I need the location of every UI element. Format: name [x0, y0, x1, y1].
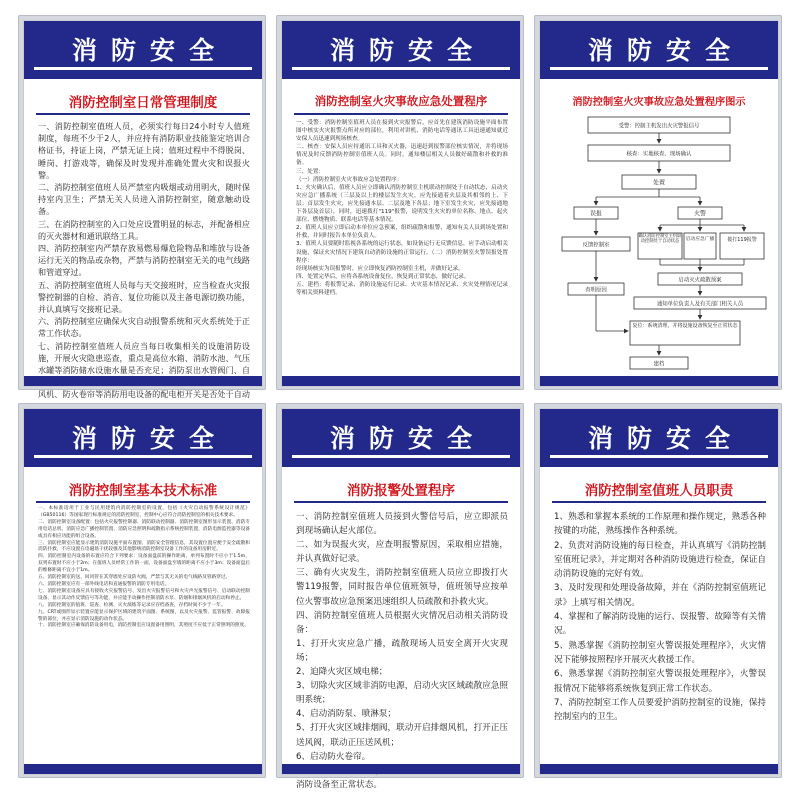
- banner-title: 消防安全: [587, 424, 744, 453]
- sign-paragraph: 六、消防控制室应有一部外线电话和直通报警的消防专用电话。: [38, 581, 170, 587]
- sign-panel: [281, 20, 521, 387]
- sign-paragraph: 4、启动消防泵、喷淋泵；: [296, 709, 396, 720]
- sign-paragraph: 2、迫降火灾区域电梯；: [296, 667, 388, 678]
- sign-title: 消防控制室日常管理制度: [68, 95, 218, 111]
- banner-underline: [34, 455, 252, 458]
- bottom-bar: [540, 764, 778, 774]
- sign-paragraph: 二、消防控制室设备配置：包括火灾报警控制器、消防联动控制器、消防控制室图形显示装置、消防专用电话总机、消防应急广播控制装置、消防应急照明和疏散指示系统控制装置、消防电源监控器等设备或具有相应功能的组合设备。: [38, 519, 250, 539]
- banner-title: 消防安全: [329, 424, 486, 453]
- banner-underline: [550, 455, 768, 458]
- title-rule: [36, 501, 250, 503]
- banner-underline: [292, 67, 510, 70]
- sign-title: 消防控制室火灾事故应急处置程序图示: [572, 97, 746, 108]
- flow-text-broadcast: 启动应急广播: [685, 237, 715, 242]
- sign-paragraph: 三、在消防控制室的入口处应设置明显的标志，并配备相应的灭火器材和通讯联络工具。: [38, 218, 250, 241]
- sign-paragraph: 三、消防控制室应能显示建筑消防设施平面布置图、消防安全管理信息，其设置位置应便于安全疏散和消防扑救，不应设置在电磁场干扰较强及其他影响消防控制室设备工作的设备用房附近。: [38, 540, 250, 553]
- flow-text-broadcast-wrap: [684, 237, 716, 259]
- sign-board-emergency-procedure: [276, 15, 524, 390]
- sign-paragraph: 五、消防控制室的送、回风管在其穿墙处应设防火阀，严禁与其无关的电气线路及管路穿过。: [38, 575, 231, 581]
- banner-title: 消防安全: [71, 36, 228, 65]
- sign-paragraph: 七、消防控制室值班人员应当每日收集相关的设施消防设施，开展火灾隐患巡查，重点是高位水箱、消防水池、气压水罐等消防储水设施水量是否充足；消防泵出水管阀门、自 风机、防火卷帘等消防用电设备的配电柜开关是否处于自动: [38, 340, 250, 400]
- sign-banner: [24, 21, 262, 79]
- bottom-bar: [540, 376, 778, 386]
- sign-paragraph: 4、掌握和了解消防设施的运行、误报警、故障等有关情况。: [554, 612, 766, 637]
- sign-paragraph: 九、CRT或图形显示装置应能显示保护区域的建筑平面图、系统图，以及火灾报警、监管报警、故障报警的部位，并应显示消防设施的动作状态。: [38, 609, 250, 622]
- sign-paragraph: 一、消防控制室值班人员，必须实行每日24小时专人值班制度，每班不少于2人，并应持有消防职业技能鉴定培训合格证书，持证上岗，严禁无证上岗；值班过程中不得脱岗、睡岗、打游戏等，确保及时发现并准确处置火灾和误报火警。: [38, 121, 250, 180]
- sign-paragraph: 四、消防控制室值班人员根据火灾情况启动相关消防设备：: [296, 610, 508, 635]
- banner-title: 消防安全: [71, 424, 228, 453]
- sign-title: 消防控制室基本技术标准: [68, 483, 218, 499]
- sign-title: 消防控制室值班人员职责: [584, 483, 734, 499]
- sign-banner: [540, 409, 778, 467]
- sign-paragraph: 六、消防控制室应确保火灾自动报警系统和灭火系统处于正常工作状态。: [38, 316, 250, 339]
- sign-paragraph: 6、熟悉掌握《消防控制室火警误报处理程序》，火警误报情况下能够将系统恢复到正常工作状态。: [554, 669, 766, 694]
- sign-paragraph: 3、及时发现和处理设备故障，并在《消防控制室值班记录》上填写相关情况。: [554, 583, 766, 608]
- sign-banner: [282, 21, 520, 79]
- sign-paragraph: 经现场核实为误报警时，应立即恢复消防控制室主机，并做好记录。: [296, 265, 464, 272]
- title-rule: [294, 113, 508, 115]
- sign-paragraph: 消防设备至正常状态。: [296, 779, 382, 790]
- sign-paragraph: 五、消防控制室值班人员每与天交接班时，应当检查火灾报警控制器的自检、消音、复位功能以及主备电源切换功能，并认真填写交接班记录。: [38, 279, 250, 315]
- sign-title: 消防报警处置程序: [347, 483, 455, 499]
- flow-text-notify: 通知单位负责人及有关部门相关人员: [656, 301, 744, 308]
- flow-text-receive: 受警：控制主机发出火灾警报信号: [618, 123, 700, 130]
- sign-board-daily-management: [18, 15, 266, 400]
- sign-paragraph: （一）消防控制室火灾事故应急处置程序：: [296, 176, 403, 183]
- sign-paragraph: 5、熟悉掌握《消防控制室火警误报处理程序》，火灾情况下能够按照程序开展灭火救援工作。: [554, 640, 766, 665]
- sign-board-alarm-procedure: [276, 403, 524, 790]
- sign-panel: [23, 20, 263, 400]
- banner-underline: [34, 67, 252, 70]
- sign-panel: [281, 408, 521, 790]
- sign-banner: [540, 21, 778, 79]
- sign-paragraph: 十、消防控制室应确保消防设备用电，消防控制室应设置备用照明，其照度不应低于正常照明的照度。: [38, 623, 249, 629]
- sign-banner: [282, 409, 520, 467]
- sign-body: [38, 506, 250, 630]
- sign-paragraph: 一、本标准适用于工业与民用建筑内消防控制室的设置，包括《火灾自动报警系统设计规范》（GB50116）等国家现行标准规定的消防控制室，控制中心应符合消防控制室的相关技术要求。: [38, 506, 250, 518]
- sign-banner: [24, 409, 262, 467]
- flow-text-call119: 拨打119报警: [727, 237, 757, 243]
- banner-title: 消防安全: [329, 36, 486, 65]
- sign-paragraph: 五、建档：将报警记录、消防设施运行记录、火灾基本情况记录、火灾处理情况记录等相关资料建档。: [296, 281, 508, 296]
- sign-paragraph: 三、处置：: [296, 168, 324, 175]
- bottom-bar: [24, 376, 262, 386]
- sign-paragraph: 3、值班人员要随时监视各系统的运行状态，如设备运行无反馈信息，应手动启动相关设施，保证火灾情况下建筑自动消防设施的正常运行。（二）消防控制室火警误报处置程序：: [296, 241, 508, 264]
- emergency-flowchart: [548, 113, 770, 375]
- sign-body: [554, 510, 766, 724]
- sign-paragraph: 三、确有火灾发生，消防控制室值班人员应立即拨打火警119报警，同时报告单位值班领导，值班领导应按单位火警事故应急预案迅速组织人员疏散和扑救火灾。: [296, 568, 508, 607]
- sign-paragraph: 1、火灾确认后，值班人员应立即确认消防控制室主机联动控制处于自动状态，启动火灾应急广播系统（三层及以上的楼层发生火灾，应先接通着火层及其相邻的上、下层；首层发生火灾，应先接通本层、二层及地下各层；地下室发生火灾，应先接通地下各层及首层），同时，迅速拨打"119"报警，说明发生火灾的单位名称、地点、起火部位、燃烧物质、联系电话等基本情况。: [296, 184, 508, 224]
- sign-paragraph: 四、处置完毕后，应将各系统设备复位，恢复到正常状态，做好记录。: [296, 273, 470, 280]
- banner-underline: [550, 67, 768, 70]
- flow-text-reset: 复位：系统清理，并将设施设备恢复至正常状态: [632, 323, 738, 329]
- sign-body: [296, 119, 508, 297]
- sign-paragraph: 1、打开火灾应急广播，疏散现场人员安全离开火灾现场；: [296, 638, 508, 663]
- flow-text-confirm-auto: 确认消防控制室主机联动控制处于自动状态: [638, 234, 682, 245]
- flow-text-plan: 启动灭火疏散预案: [678, 277, 722, 284]
- sign-paragraph: 2、值班人员应立即启动本单位应急预案，组织疏散和报警，通知有关人员到场处置和扑救，并同时报告本单位负责人。: [296, 225, 508, 240]
- sign-board-flowchart: [534, 15, 782, 390]
- sign-paragraph: 1、熟悉和掌握本系统的工作原理和操作规定，熟悉各种按键的功能，熟练操作各种系统。: [554, 512, 766, 537]
- sign-paragraph: 八、消防控制室的值班、巡查、检测、灭火演练等记录应存档备查，存档时间不少于一年。: [38, 602, 226, 608]
- sign-paragraph: 一、受警：消防控制室值班人员在接到火灾报警后，应首先在建筑消防设施平面布置图中核实火灾报警点所对应的部位，利用对讲机、消防电话等通讯工具迅速通知就近安保人员迅速到现场核查。: [296, 120, 508, 143]
- sign-board-duty-responsibilities: [534, 403, 782, 778]
- flow-text-fire: 火警: [693, 210, 707, 218]
- sign-paragraph: 5、打开火灾区域排烟阀，联动开启排烟风机，打开正压送风阀，联动正压送风机；: [296, 723, 508, 748]
- sign-paragraph: 3、切除火灾区域非消防电源，启动火灾区域疏散应急照明系统；: [296, 681, 508, 706]
- sign-paragraph: 二、核查：安保人员应持通讯工具和灭火器，迅速赶到报警部位核实情况，并将现场情况及时反馈消防控制室值班人员。同时，通知楼层相关人员做好疏散和扑救的准备。: [296, 144, 508, 167]
- title-rule: [36, 113, 250, 115]
- bottom-bar: [24, 764, 262, 774]
- title-rule: [294, 501, 508, 503]
- sign-paragraph: 四、消防控制室内设备的布置应符合下列要求：设备面盘前的操作距离，单列布置时不应小于1.5m，双列布置时不应小于2m；在值班人员经常工作的一面，设备面盘至墙的距离不应小于3m；设备面盘后的维修距离不宜小于1m。: [38, 554, 250, 574]
- flow-text-reset-wrap: [632, 323, 738, 345]
- bottom-bar: [282, 764, 520, 774]
- sign-board-technical-standard: [18, 403, 266, 778]
- sign-paragraph: 二、消防控制室值班人员严禁室内吸烟或动用明火，随时保持室内卫生；严禁无关人员进入消防控制室，随意触动设备。: [38, 182, 250, 217]
- sign-paragraph: 一、消防控制室值班人员接到火警信号后，应立即派员到现场确认起火部位。: [296, 512, 508, 537]
- title-rule: [552, 501, 766, 503]
- flow-text-archive: 建档: [653, 361, 665, 368]
- sign-panel: [539, 20, 779, 387]
- sign-paragraph: 6、启动防火卷帘。: [296, 751, 371, 762]
- sign-panel: [23, 408, 263, 775]
- sign-body: [296, 510, 508, 792]
- banner-title: 消防安全: [587, 36, 744, 65]
- flow-text-verify: 核查：实地核查、现场确认: [626, 151, 692, 158]
- flow-text-check-cause: 查明原因: [585, 287, 607, 294]
- sign-title: 消防控制室火灾事故应急处置程序: [314, 94, 488, 108]
- flow-text-call119-wrap: [720, 237, 764, 259]
- flow-text-feedback: 反馈控制室: [582, 242, 610, 249]
- sign-body: [38, 120, 250, 413]
- sign-panel: [539, 408, 779, 775]
- sign-paragraph: 四、消防控制室内严禁存放易燃易爆危险物品和堆放与设备运行无关的物品或杂物，严禁与消防控制室无关的电气线路和管道穿过。: [38, 243, 250, 278]
- sign-paragraph: 七、消防控制室设备应具有接收火灾报警信号、发出火灾报警信号和火灾声光报警信号、启动联动控制设备、显示其动作反馈信号等功能，并应能手动操作控制消防水泵、防烟和排烟风机的启动和停止。: [38, 588, 250, 601]
- banner-underline: [292, 455, 510, 458]
- flow-text-handle: 处置: [652, 179, 666, 187]
- flow-text-false-alarm: 误报: [589, 210, 603, 218]
- bottom-bar: [282, 376, 520, 386]
- flow-text-confirm-auto-wrap: [638, 234, 682, 259]
- sign-paragraph: 二、如为误报火灾，应查明报警原因，采取相应措施，并认真做好记录。: [296, 540, 508, 565]
- sign-paragraph: 2、负责对消防设施的每日检查，并认真填写《消防控制室值班记录》，并定期对各种消防设施进行检查，保证自动消防设施的完好有效。: [554, 540, 766, 580]
- sign-paragraph: 7、消防控制室工作人员要爱护消防控制室的设施，保持控制室内的卫生。: [554, 697, 766, 723]
